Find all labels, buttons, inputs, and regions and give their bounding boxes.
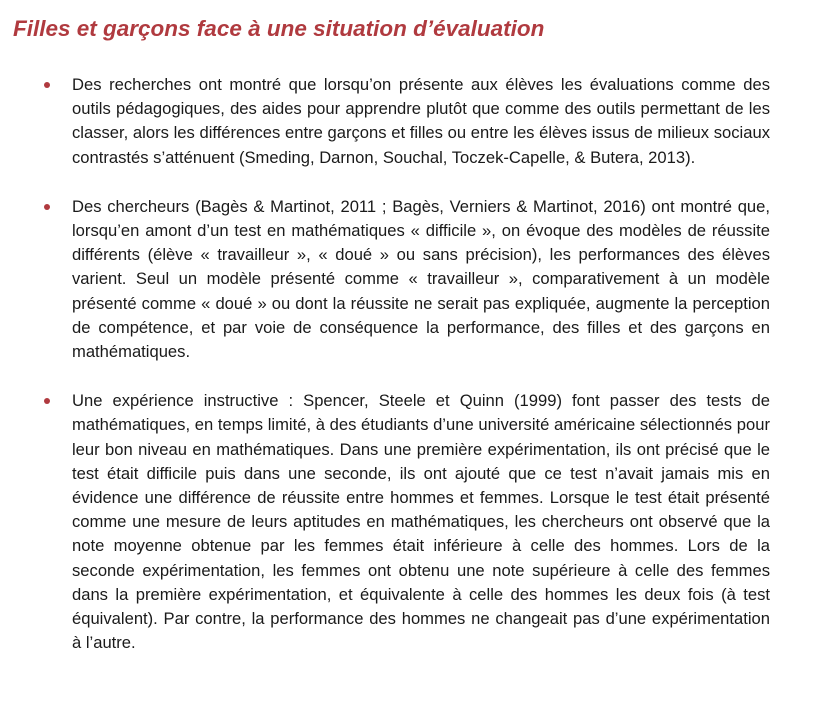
bullet-text: Des recherches ont montré que lorsqu’on présente aux élèves les évaluations comme des outils pédagogiques, des aides pour apprendre plutôt que comme des outils permettant de les classer, alors les différences entre garçons et filles ou entre les élèves issus de milieux sociaux contrastés s’atténuent (Smeding, Darnon, Souchal, Toczek-Capelle, & Butera, 2013). [72,75,770,167]
bullet-list [0,73,817,680]
bullet-text: Des chercheurs (Bagès & Martinot, 2011 ; Bagès, Verniers & Martinot, 2016) ont montré que, lorsqu’en amont d’un test en mathématiques « difficile », on évoque des modèles de réussite différents (élève « travailleur », « doué » ou sans précision), les performances des élèves varient. Seul un modèle présenté comme « travailleur », comparativement à un modèle présenté comme « doué » ou dont la réussite ne serait pas expliquée, augmente la perception de compétence, et par voie de conséquence la performance, des filles et des garçons en mathématiques. [72,196,770,362]
list-item [0,195,817,364]
bullet-dot-icon [44,82,50,88]
bullet-dot-icon [44,204,50,210]
bullet-text: Une expérience instructive : Spencer, Steele et Quinn (1999) font passer des tests de mathématiques, en temps limité, à des étudiants d’une université américaine sélectionnés pour leur bon niveau en mathématiques. Dans une première expérimentation, ils ont précisé que le test était difficile puis dans une seconde, ils ont ajouté que ce test n’avait jamais mis en évidence une différence de réussite entre hommes et femmes. Lorsque le test était présenté comme une mesure de leurs aptitudes en mathématiques, les chercheurs ont observé que la note moyenne obtenue par les femmes était inférieure à celle des hommes. Lors de la seconde expérimentation, les femmes ont obtenu une note supérieure à celle des femmes dans la première expérimentation, et équivalente à celle des hommes les deux fois (à test équivalent). Par contre, la performance des hommes ne changeait pas d’une expérimentation à l’autre. [72,391,770,653]
page-title: Filles et garçons face à une situation d’évaluation [13,16,545,41]
list-item [0,73,817,170]
list-item [0,389,817,655]
bullet-dot-icon [44,398,50,404]
